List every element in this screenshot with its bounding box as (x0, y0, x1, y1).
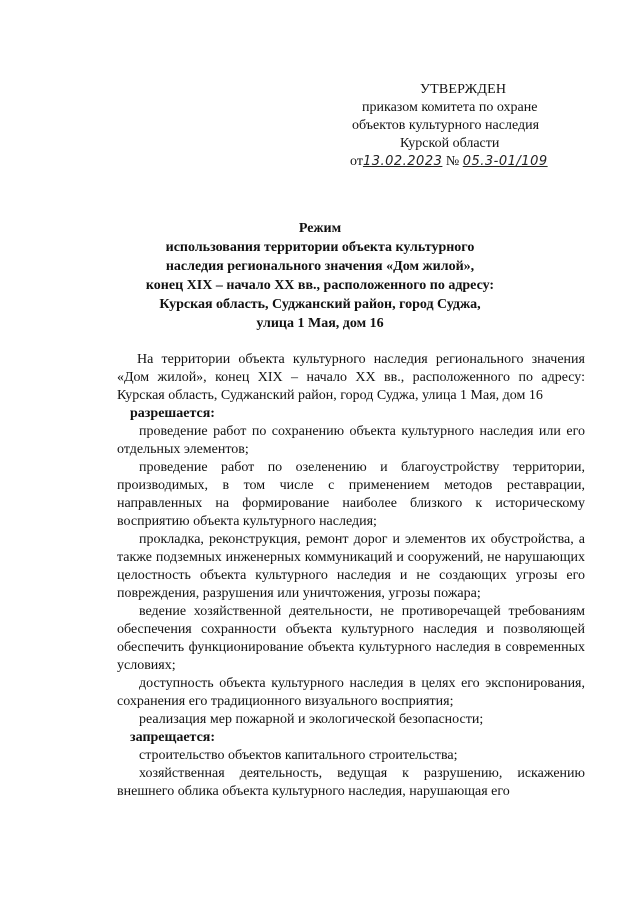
approval-line: Курской области (400, 136, 500, 151)
title-line: Курская область, Суджанский район, город Суджа, (159, 297, 481, 312)
forbidden-item: строительство объектов капитального строительства; (139, 748, 458, 763)
allowed-item: реализация мер пожарной и экологической безопасности; (139, 712, 484, 727)
allowed-item: проведение работ по сохранению объекта культурного наследия или его отдельных элементов; (117, 424, 585, 457)
title-line: улица 1 Мая, дом 16 (256, 316, 384, 331)
allowed-item: прокладка, реконструкция, ремонт дорог и элементов их обустройства, а также подземных инженерных коммуникаций и сооружений, не нарушающих целостность объекта культурного наследия и не создающих угрозы его повреждения, разрушения или уничтожения, угрозы пожара; (117, 532, 585, 601)
forbidden-label: запрещается: (130, 730, 216, 745)
approval-block (350, 81, 600, 171)
title-line: Режим (298, 221, 342, 236)
title-line: использования территории объекта культурного (165, 240, 475, 255)
date-prefix: от (350, 154, 363, 169)
handwritten-date: 13.02.2023 (362, 154, 443, 169)
handwritten-number: 05.3-01/109 (462, 154, 548, 169)
forbidden-item: хозяйственная деятельность, ведущая к разрушению, искажению внешнего облика объекта культурного наследия, нарушающая его (117, 766, 585, 799)
allowed-label: разрешается: (130, 406, 215, 421)
title-line: наследия регионального значения «Дом жилой», (165, 259, 475, 274)
document-body (117, 351, 585, 801)
number-prefix: № (445, 154, 460, 169)
allowed-item: доступность объекта культурного наследия в целях его экспонирования, сохранения его традиционного визуального восприятия; (117, 676, 585, 709)
document-title (100, 219, 540, 333)
intro-paragraph: На территории объекта культурного наследия регионального значения «Дом жилой», конец XIX – начало XX вв., расположенного по адресу: Курская область, Суджанский район, город Суджа, улица 1 Мая, дом 16 (117, 352, 585, 403)
allowed-item: проведение работ по озеленению и благоустройству территории, производимых, в том числе с применением методов реставрации, направленных на формирование наиболее близкого к историческому восприятию объекта культурного наследия; (117, 460, 585, 529)
approval-heading: УТВЕРЖДЕН (420, 82, 507, 97)
approval-line: приказом комитета по охране (362, 100, 538, 115)
title-line: конец XIX – начало XX вв., расположенного по адресу: (145, 278, 495, 293)
approval-date-line (350, 153, 600, 171)
allowed-item: ведение хозяйственной деятельности, не противоречащей требованиям обеспечения сохранности объекта культурного наследия и позволяющей обеспечить функционирование объекта культурного наследия в современных условиях; (117, 604, 585, 673)
approval-line: объектов культурного наследия (352, 118, 540, 133)
